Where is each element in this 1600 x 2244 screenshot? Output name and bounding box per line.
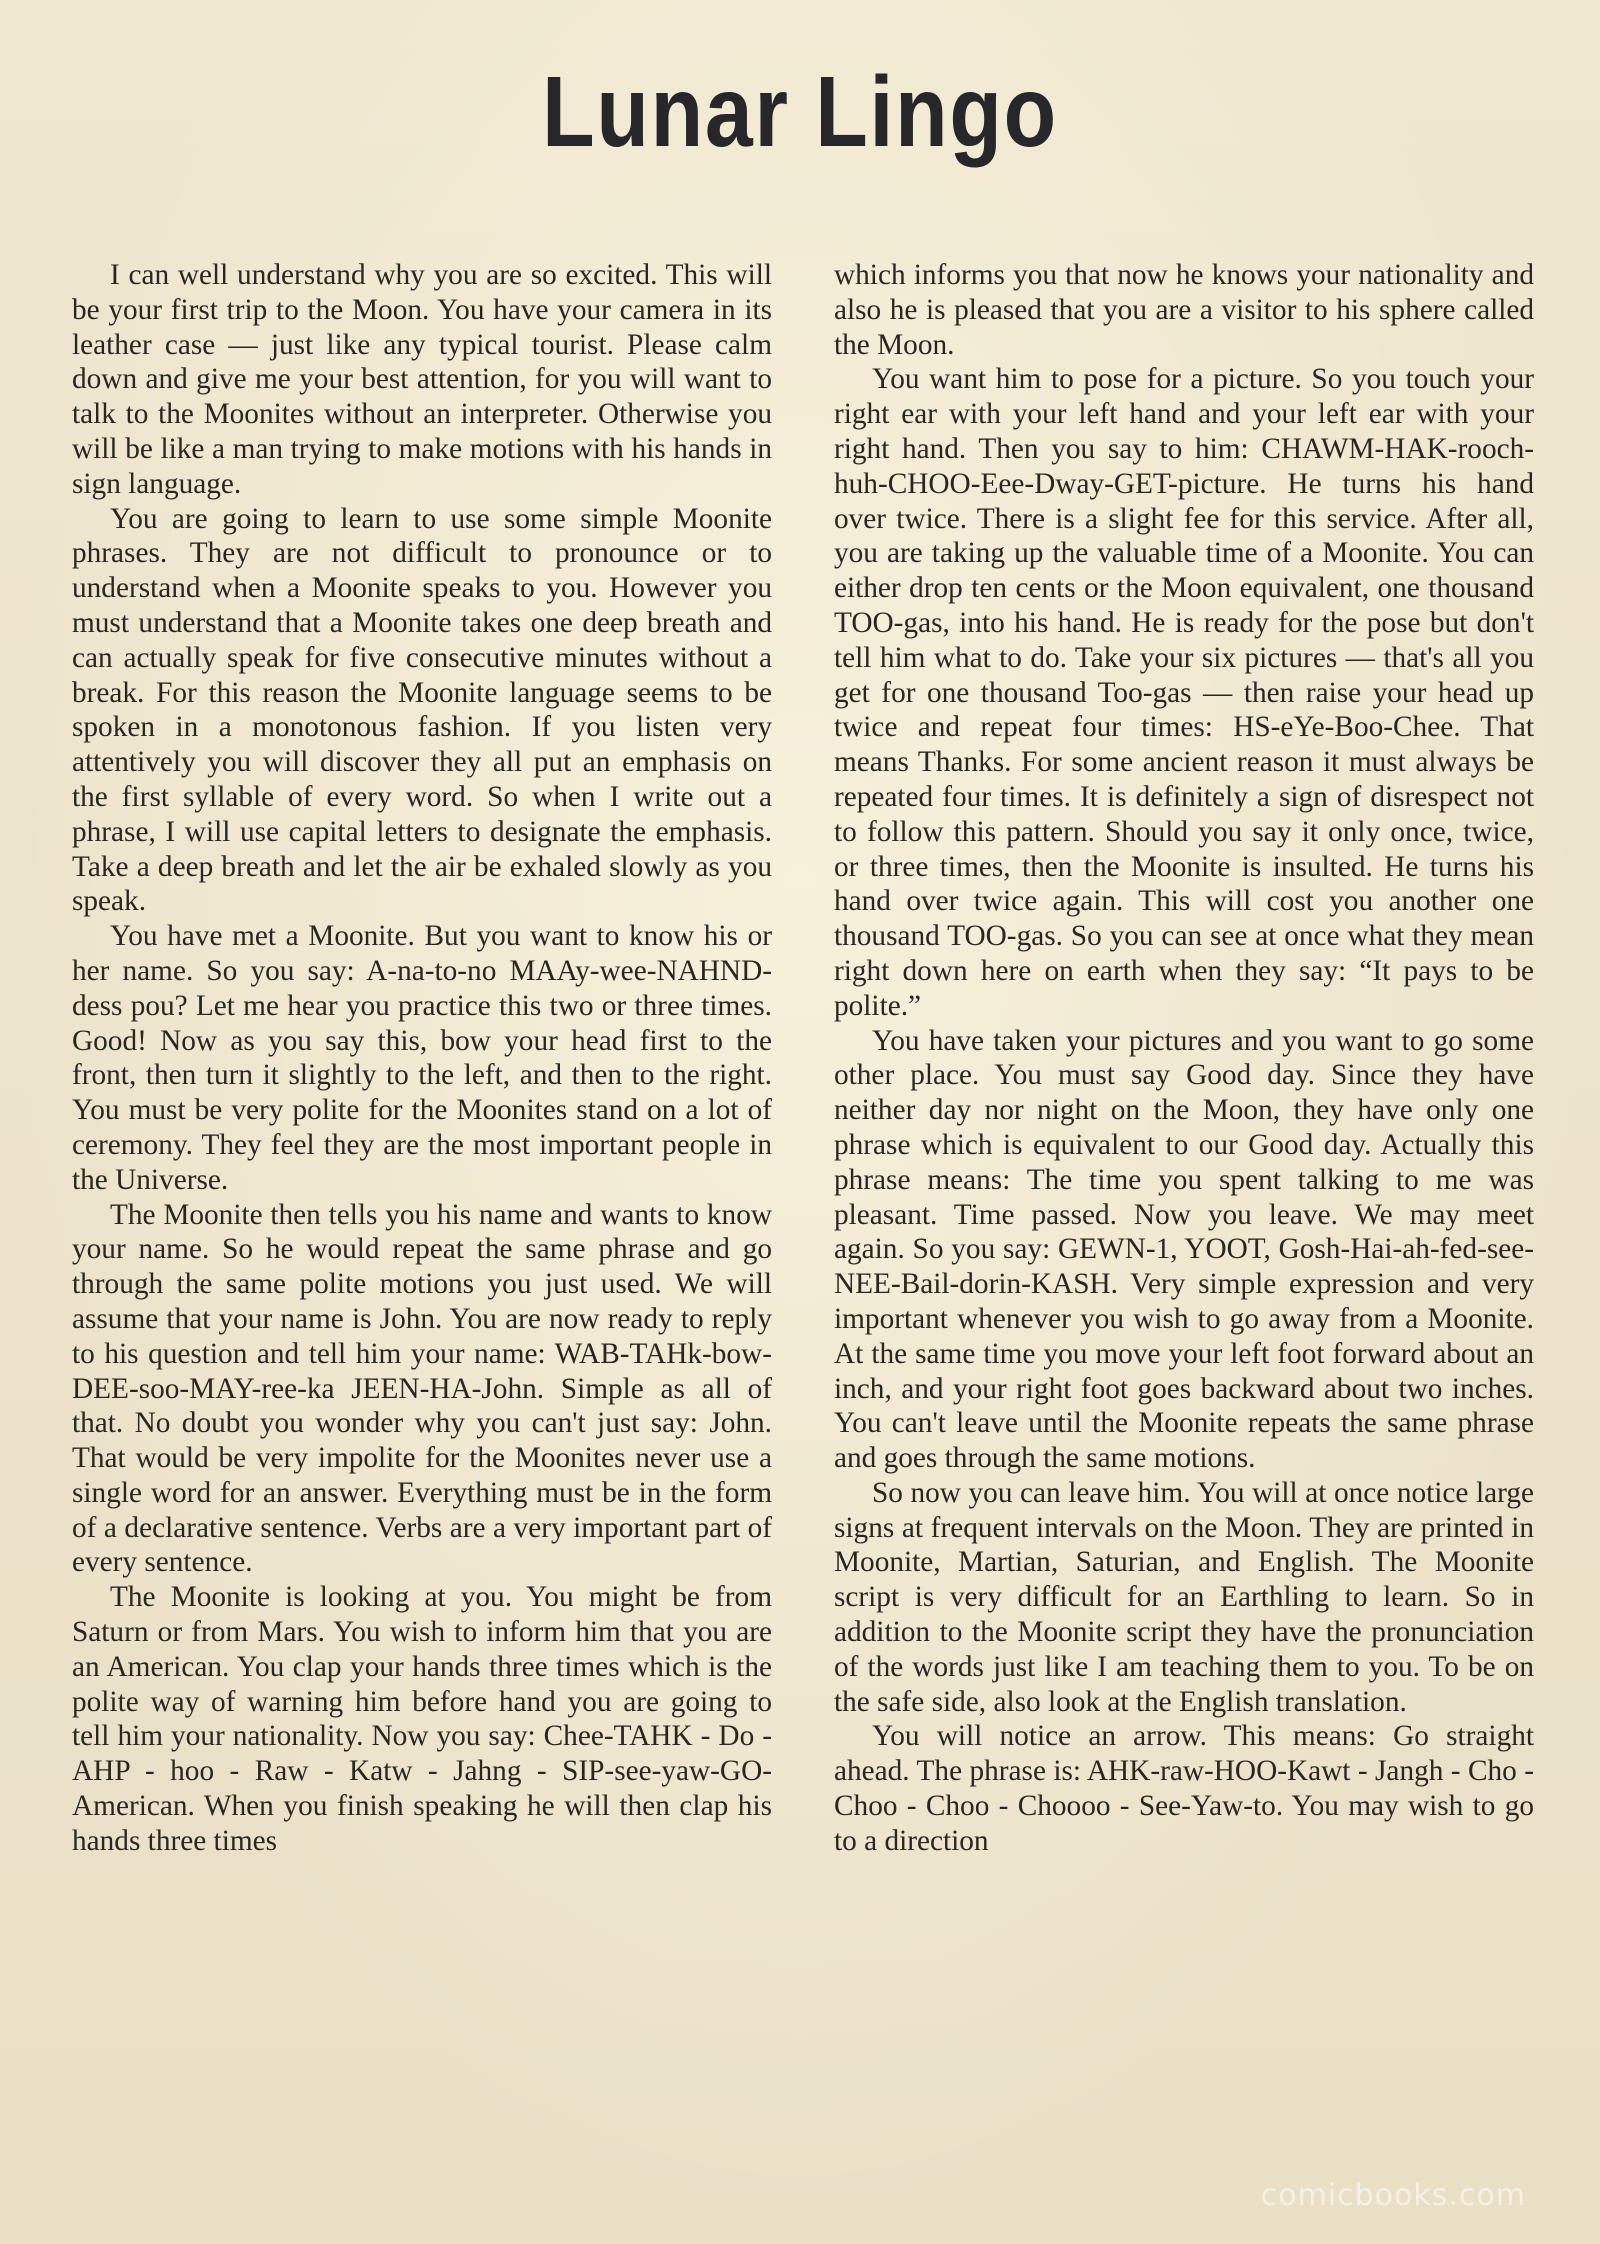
paragraph: You want him to pose for a picture. So you touch your right ear with your left hand and your left ear with your right hand. Then you say to him: CHAWM-HAK-rooch-huh-CHOO-Eee-Dway-GET-picture. He turns his hand over twice. There is a slight fee for this service. After all, you are taking up the valuable time of a Moonite. You can either drop ten cents or the Moon equivalent, one thousand TOO-gas, into his hand. He is ready for the pose but don't tell him what to do. Take your six pictures — that's all you get for one thousand Too-gas — then raise your head up twice and repeat four times: HS-eYe-Boo-Chee. That means Thanks. For some ancient reason it must always be repeated four times. It is definitely a sign of disrespect not to follow this pattern. Should you say it only once, twice, or three times, then the Moonite is insulted. He turns his hand over twice again. This will cost you another one thousand TOO-gas. So you can see at once what they mean right down here on earth when they say: “It pays to be polite.” bbox=[834, 363, 1534, 1022]
page-title: Lunar Lingo bbox=[542, 56, 1058, 168]
paragraph: The Moonite then tells you his name and wants to know your name. So he would repeat the same phrase and go through the same polite motions you just used. We will assume that your name is John. You are now ready to reply to his question and tell him your name: WAB-TAHk-bow-DEE-soo-MAY-ree-ka JEEN-HA-John. Simple as all of that. No doubt you wonder why you can't just say: John. That would be very impolite for the Moonites never use a single word for an answer. Everything must be in the form of a declarative sentence. Verbs are a very important part of every sentence. bbox=[72, 1198, 772, 1579]
site-watermark: comicbooks.com bbox=[1260, 2178, 1526, 2213]
paragraph: So now you can leave him. You will at once notice large signs at frequent intervals on the Moon. They are printed in Moonite, Martian, Saturian, and English. The Moonite script is very difficult for an Earthling to learn. So in addition to the Moonite script they have the pronunciation of the words just like I am teaching them to you. To be on the safe side, also look at the English translation. bbox=[834, 1476, 1534, 1718]
paragraph: You will notice an arrow. This means: Go straight ahead. The phrase is: AHK-raw-HOO-Kawt - Jangh - Cho - Choo - Choo - Choooo - See-Yaw-to. You may wish to go to a direction bbox=[834, 1720, 1534, 1857]
paragraph-continued: which informs you that now he knows your nationality and also he is pleased that you are a visitor to his sphere called the Moon. bbox=[834, 259, 1534, 361]
right-text-column bbox=[834, 258, 1534, 1859]
paragraph: You have taken your pictures and you want to go some other place. You must say Good day. Since they have neither day nor night on the Moon, they have only one phrase which is equivalent to our Good day. Actually this phrase means: The time you spent talking to me was pleasant. Time passed. Now you leave. We may meet again. So you say: GEWN-1, YOOT, Gosh-Hai-ah-fed-see-NEE-Bail-dorin-KASH. Very simple expression and very important whenever you wish to go away from a Moonite. At the same time you move your left foot forward about an inch, and your right foot goes backward about two inches. You can't leave until the Moonite repeats the same phrase and goes through the same motions. bbox=[834, 1024, 1534, 1475]
left-text-column bbox=[72, 258, 772, 1859]
paragraph: You are going to learn to use some simple Moonite phrases. They are not difficult to pronounce or to understand when a Moonite speaks to you. However you must understand that a Moonite takes one deep breath and can actually speak for five consecutive minutes without a break. For this reason the Moonite language seems to be spoken in a monotonous fashion. If you listen very attentively you will discover they all put an emphasis on the first syllable of every word. So when I write out a phrase, I will use capital letters to designate the emphasis. Take a deep breath and let the air be exhaled slowly as you speak. bbox=[72, 502, 772, 918]
paragraph: I can well understand why you are so excited. This will be your first trip to the Moon. You have your camera in its leather case — just like any typical tourist. Please calm down and give me your best attention, for you will want to talk to the Moonites without an interpreter. Otherwise you will be like a man trying to make motions with his hands in sign language. bbox=[72, 259, 772, 500]
paragraph: You have met a Moonite. But you want to know his or her name. So you say: A-na-to-no MAAy-wee-NAHND-dess pou? Let me hear you practice this two or three times. Good! Now as you say this, bow your head first to the front, then turn it slightly to the left, and then to the right. You must be very polite for the Moonites stand on a lot of ceremony. They feel they are the most important people in the Universe. bbox=[72, 920, 772, 1196]
paragraph: The Moonite is looking at you. You might be from Saturn or from Mars. You wish to inform him that you are an American. You clap your hands three times which is the polite way of warning him before hand you are going to tell him your nationality. Now you say: Chee-TAHK - Do - AHP - hoo - Raw - Katw - Jahng - SIP-see-yaw-GO-American. When you finish speaking he will then clap his hands three times bbox=[72, 1581, 772, 1857]
